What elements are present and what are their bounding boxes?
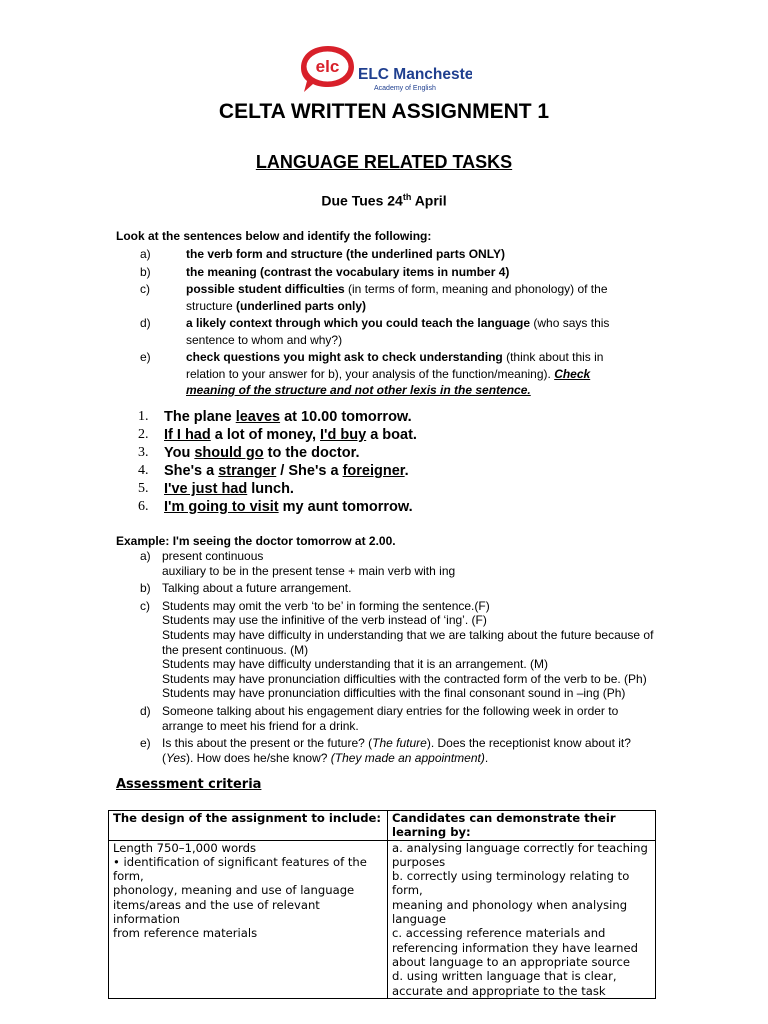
table-row (109, 840, 656, 998)
criteria-table (108, 810, 656, 999)
logo-subtitle: Academy of English (374, 85, 436, 92)
page-title: CELTA WRITTEN ASSIGNMENT 1 (218, 100, 550, 123)
list-item: e) Is this about the present or the future? (The future). Does the receptionist know about it? (Yes). How does he/she know? (They made an appointment). (140, 736, 631, 765)
elc-logo (296, 44, 472, 96)
list-item: d) a likely context through which you could teach the language (who says this sentence to whom and why?) (140, 316, 610, 347)
table-header-cell: Candidates can demonstrate their learning by: (388, 811, 656, 841)
sentence-list (138, 408, 417, 516)
list-item: 3. You should go to the doctor. (138, 445, 360, 461)
logo-mark: elc (315, 57, 340, 76)
page-subtitle: LANGUAGE RELATED TASKS (255, 152, 513, 172)
list-item: a) present continuous auxiliary to be in the present tense + main verb with ing (140, 549, 456, 578)
logo-name: ELC Manchester (358, 66, 472, 83)
list-item: 4. She's a stranger / She's a foreigner. (138, 463, 409, 479)
list-item: a) the verb form and structure (the underlined parts ONLY) (140, 247, 505, 261)
table-cell: Length 750–1,000 words • identification of significant features of the form, phonology, meaning and use of language items/areas and the use of relevant information from reference materials (109, 840, 388, 998)
due-date: Due Tues 24th April (321, 192, 447, 209)
list-item: c) Students may omit the verb ‘to be’ in forming the sentence.(F) Students may use the infinitive of the verb instead of ‘ing’. (F) Students may have difficulty in understanding that we are talking about the future because of the present continuous. (M) Students may have difficulty understanding that it is an arrangement. (M) Students may have pronunciation difficulties with the contracted form of the verb to be. (Ph) Students may have pronunciation difficulties with the final consonant sound in –ing (Ph) (140, 598, 654, 701)
list-item: 2. If I had a lot of money, I'd buy a boat. (138, 427, 417, 443)
example-heading: Example: I'm seeing the doctor tomorrow at 2.00. (116, 534, 396, 548)
table-header-cell: The design of the assignment to include: (109, 811, 388, 841)
list-item: b) the meaning (contrast the vocabulary items in number 4) (140, 264, 510, 279)
list-item: c) possible student difficulties (in terms of form, meaning and phonology) of the structure (underlined parts only) (140, 282, 608, 313)
list-item: e) check questions you might ask to check understanding (think about this in relation to your answer for b), your analysis of the function/meaning). Check meaning of the structure and not other lexis in the sentence. (140, 350, 604, 397)
task-list (140, 246, 640, 400)
table-cell: a. analysing language correctly for teaching purposes b. correctly using terminology relating to form, meaning and phonology when analysing language c. accessing reference materials and referencing information they have learned about language to an appropriate source d. using written language that is clear, accurate and appropriate to the task (388, 840, 656, 998)
list-item: b) Talking about a future arrangement. (140, 581, 352, 596)
list-item: 1. The plane leaves at 10.00 tomorrow. (138, 409, 412, 425)
criteria-heading: Assessment criteria (116, 777, 262, 792)
table-row (109, 811, 656, 841)
list-item: 5. I've just had lunch. (138, 481, 294, 497)
instructions-intro: Look at the sentences below and identify the following: (116, 229, 432, 243)
example-answer (140, 549, 660, 768)
list-item: 6. I'm going to visit my aunt tomorrow. (138, 499, 413, 515)
list-item: d) Someone talking about his engagement diary entries for the following week in order to arrange to meet his friend for a drink. (140, 703, 619, 733)
